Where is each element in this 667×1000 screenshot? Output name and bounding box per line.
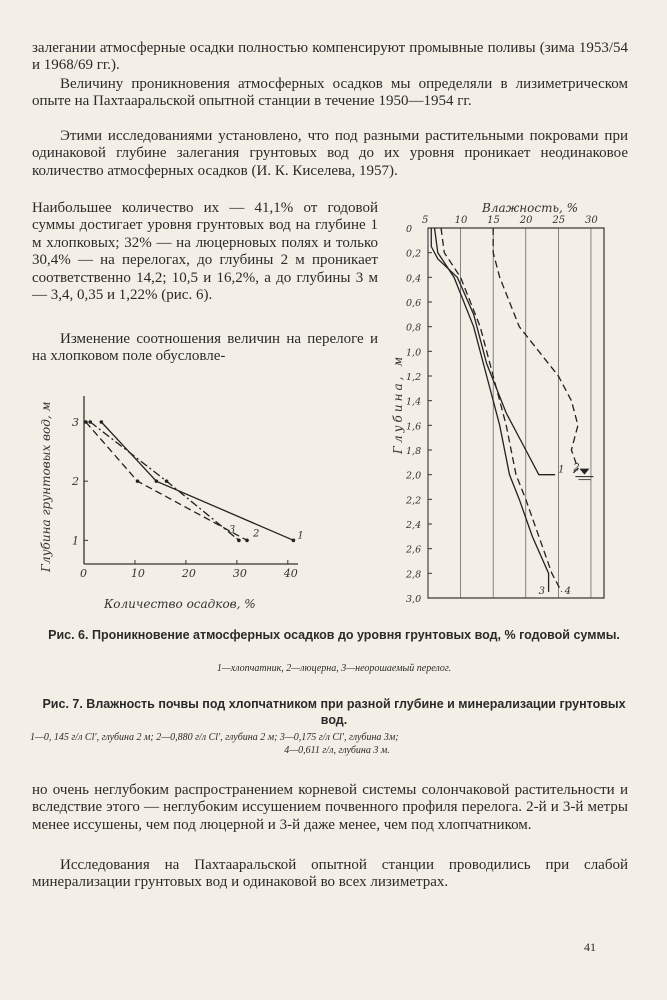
figure-6-data-point: [155, 479, 159, 483]
figure-7-grid: [428, 228, 591, 598]
figure-7-y-tick-label: 0,2: [406, 248, 422, 260]
figure-7-y-tick-label: 2,8: [406, 569, 422, 581]
figure-7-x-tick-label: 30: [584, 215, 598, 226]
paragraph-1: залегании атмосферные осадки полностью компенсируют промывные поливы (зима 1953/54 и 1968/69 гг.).: [32, 40, 628, 74]
figure-7-y-tick-label: 1,4: [406, 396, 422, 408]
figure-6-x-tick-label: 40: [283, 567, 298, 580]
figure-7-x-tick-label: 15: [487, 215, 500, 226]
figure-7-series: [431, 228, 580, 597]
figure-6-series-label: 3: [228, 524, 236, 536]
figure-6-data-point: [237, 539, 241, 543]
figure-7-series-label: 1: [558, 464, 565, 476]
figure-6-data-point: [165, 479, 169, 483]
figure-7-chart: [386, 196, 646, 616]
figure-6-series: [84, 420, 304, 542]
figure-7-y-tick-label: 0: [406, 224, 413, 235]
figure-7-y-tick-label: 3,0: [406, 594, 422, 605]
figure-6-x-tick-label: 30: [232, 567, 247, 580]
figure-6-xlabel: Количество осадков, %: [104, 597, 256, 611]
figure-6-series-line-3: [90, 422, 239, 540]
figure-6-x-tick-label: 20: [181, 567, 196, 580]
figure-6-data-point: [84, 420, 88, 424]
figure-7-series-label: 4: [564, 585, 572, 597]
figure-6-ylabel: Глубина грунтовых вод, м: [39, 401, 53, 572]
figure-7-y-tick-label: 1,0: [406, 347, 422, 359]
figure-7-y-tick-label: 2,4: [406, 520, 422, 531]
figure-7-x-ticks: [422, 215, 598, 226]
figure-7-caption: Рис. 7. Влажность почвы под хлопчатником при разной глубине и минерализации грунтовых вод.: [42, 697, 626, 727]
figure-7-axes: [428, 228, 604, 598]
figure-6-y-ticks: [71, 416, 88, 547]
figure-7-series-line-3: [435, 228, 549, 592]
figure-7-ylabel: Глубина, м: [391, 353, 405, 454]
figure-6-series-line-1: [101, 422, 293, 540]
paragraph-5: но очень неглубоким распространением корневой системы солончаковой растительности и вследствие этого — неглубоким иссушением почвенного профиля перелога. 2-й и 3-й метры менее иссушены, чем под люцерной и 3-й даже менее, чем под хлопчатником.: [32, 782, 628, 833]
figure-7-series-label: 3: [538, 585, 545, 597]
figure-7-y-tick-label: 1,6: [406, 421, 422, 433]
figure-7-y-tick-label: 0,8: [406, 322, 422, 334]
figure-7-legend-line-1: 1—0, 145 г/л Cl′, глубина 2 м; 2—0,880 г/л Cl′, глубина 2 м; 3—0,175 г/л Cl′, глубина 3м;: [30, 732, 399, 743]
page-number: 41: [584, 940, 596, 954]
paragraph-4: Изменение соотношения величин на перелоге и на хлопковом поле обусловле-: [32, 331, 378, 365]
figure-6-axes: [84, 396, 298, 564]
figure-6-x-tick-label: 10: [130, 567, 145, 580]
figure-7-xlabel: Влажность, %: [482, 201, 579, 215]
figure-7-series-label: 2: [573, 462, 580, 474]
figure-6-x-tick-label: 0: [80, 567, 87, 580]
figure-7-series-line-2: [493, 228, 578, 475]
figure-6-data-point: [136, 479, 140, 483]
figure-7-y-tick-label: 1,8: [406, 446, 422, 457]
figure-7-y-tick-label: 1,2: [406, 372, 422, 383]
paragraph-3a: Этими исследованиями установлено, что под разными растительными покровами при одинаковой глубине залегания грунтовых вод до их уровня проникает неодинаковое количество атмосферных осадков (И. К. Киселева, 1957).: [32, 128, 628, 179]
figure-7-y-tick-label: 2,6: [406, 544, 422, 556]
figure-7-y-tick-label: 2,0: [406, 470, 422, 482]
figure-6-chart: [36, 380, 322, 616]
figure-7-x-tick-label: 10: [454, 215, 468, 226]
figure-6-data-point: [292, 539, 296, 543]
paragraph-6: Исследования на Пахтааральской опытной станции проводились при слабой минерализации грунтовых вод и одинаковой во всех лизиметрах.: [32, 857, 628, 891]
figure-6-series-label: 1: [297, 530, 304, 542]
figure-6-data-point: [88, 420, 92, 424]
figure-7-plot-frame: [428, 228, 604, 598]
figure-7-water-level-triangle: [579, 469, 589, 475]
figure-7-x-tick-label: 20: [519, 215, 533, 226]
figure-6-y-tick-label: 2: [72, 475, 79, 489]
figure-6-x-ticks: [80, 560, 298, 580]
figure-6-data-point: [100, 420, 104, 424]
paragraph-3b: Наибольшее количество их — 41,1% от годовой суммы достигает уровня грунтовых вод на глубине 1 м хлопковых; 32% — на люцерновых полях и только 30,4% — на перелогах, до глубины 2 м проникает соответственно 14,2; 10,5 и 16,2%, а до глубины 3 м — 3,4, 0,35 и 1,22% (рис. 6).: [32, 200, 378, 304]
figure-6-caption: Рис. 6. Проникновение атмосферных осадков до уровня грунтовых вод, % годовой суммы.: [48, 628, 620, 642]
figure-6-y-tick-label: 3: [72, 416, 79, 429]
figure-7-legend-line-2: 4—0,611 г/л, глубина 3 м.: [284, 745, 390, 756]
figure-6-legend: 1—хлопчатник, 2—люцерна, 3—неорошаемый перелог.: [216, 663, 452, 674]
figure-6-series-label: 2: [253, 528, 260, 540]
figure-7-y-tick-label: 0,4: [406, 273, 422, 285]
figure-7-y-tick-label: 0,6: [406, 298, 422, 309]
figure-7-x-tick-label: 25: [552, 215, 566, 226]
figure-6-data-point: [245, 539, 249, 543]
paragraph-2: Величину проникновения атмосферных осадков мы определяли в лизиметрическом опыте на Пахтааральской опытной станции в течение 1950—1954 гг.: [32, 76, 628, 110]
figure-7-x-tick-label: 5: [422, 215, 429, 226]
figure-7-y-tick-label: 2,2: [406, 495, 422, 507]
figure-6-y-tick-label: 1: [72, 534, 79, 548]
